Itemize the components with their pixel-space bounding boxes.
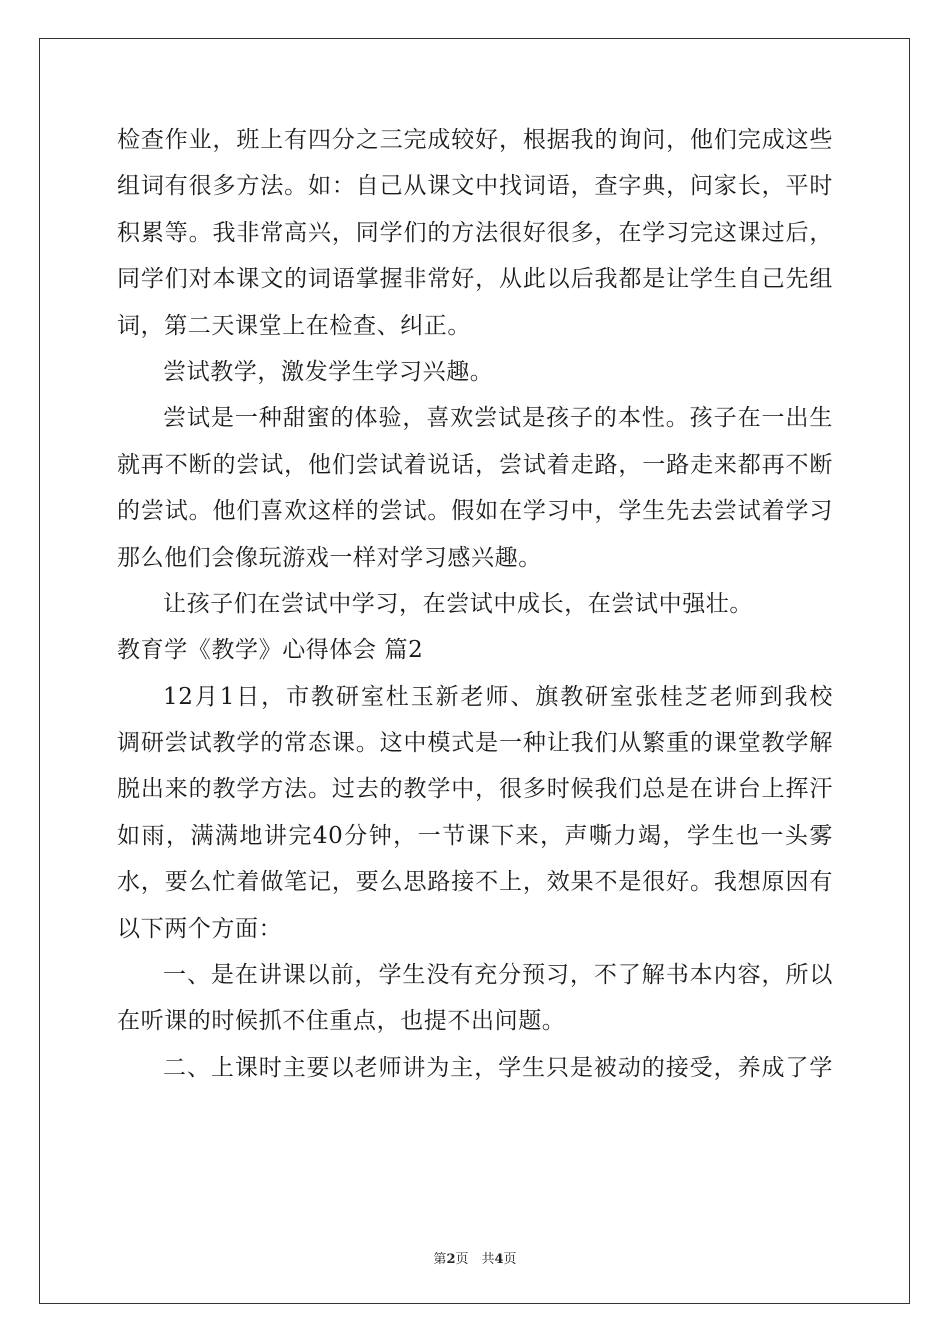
- text-line: 调研尝试教学的常态课。这中模式是一种让我们从繁重的课堂教学解: [117, 730, 833, 757]
- paragraph: [117, 1056, 833, 1081]
- text-line: 就再不断的尝试，他们尝试着说话，尝试着走路，一路走来都再不断: [117, 451, 833, 478]
- paragraph: [117, 128, 833, 339]
- text-line: 脱出来的教学方法。过去的教学中，很多时候我们总是在讲台上挥汗: [117, 776, 833, 803]
- document-body: [117, 128, 833, 1081]
- text-line: 积累等。我非常高兴，同学们的方法很好很多，在学习完这课过后，: [117, 219, 833, 246]
- text-line: 的尝试。他们喜欢这样的尝试。假如在学习中，学生先去尝试着学习: [117, 498, 833, 525]
- footer-mid: 页 共: [455, 1252, 495, 1267]
- text-line: 让孩子们在尝试中学习，在尝试中成长，在尝试中强壮。: [163, 590, 753, 617]
- paragraph: [117, 360, 833, 385]
- text-line: 在听课的时候抓不住重点，也提不出问题。: [117, 1008, 566, 1035]
- article-title: 教育学《教学》心得体会 篇2: [117, 637, 424, 664]
- paragraph: [117, 638, 833, 663]
- footer-suffix: 页: [503, 1252, 517, 1267]
- paragraph: [117, 592, 833, 617]
- current-page-number: 2: [446, 1252, 456, 1267]
- paragraph: [117, 963, 833, 1034]
- text-line: 水，要么忙着做笔记，要么思路接不上，效果不是很好。我想原因有: [117, 869, 833, 896]
- paragraph: [117, 685, 833, 942]
- text-line: 尝试是一种甜蜜的体验，喜欢尝试是孩子的本性。孩子在一出生: [163, 405, 833, 432]
- total-page-count: 4: [494, 1252, 504, 1267]
- text-line: 那么他们会像玩游戏一样对学习感兴趣。: [117, 544, 542, 571]
- text-line: 同学们对本课文的词语掌握非常好，从此以后我都是让学生自己先组: [117, 266, 833, 293]
- text-line: 以下两个方面：: [117, 915, 283, 942]
- page-footer: [0, 1248, 950, 1267]
- text-line: 一、是在讲课以前，学生没有充分预习，不了解书本内容，所以: [163, 962, 833, 989]
- section-heading: 尝试教学，激发学生学习兴趣。: [163, 358, 494, 385]
- text-line: 二、上课时主要以老师讲为主，学生只是被动的接受，养成了学: [163, 1054, 833, 1081]
- paragraph: [117, 406, 833, 570]
- text-line: 如雨，满满地讲完40分钟，一节课下来，声嘶力竭，学生也一头雾: [117, 822, 833, 849]
- text-line: 词，第二天课堂上在检查、纠正。: [117, 312, 471, 339]
- text-line: 检查作业，班上有四分之三完成较好，根据我的询问，他们完成这些: [117, 127, 833, 153]
- text-line: 12月1日，市教研室杜玉新老师、旗教研室张桂芝老师到我校: [163, 683, 833, 710]
- footer-prefix: 第: [433, 1252, 447, 1267]
- text-line: 组词有很多方法。如：自己从课文中找词语，查字典，问家长，平时: [117, 173, 833, 200]
